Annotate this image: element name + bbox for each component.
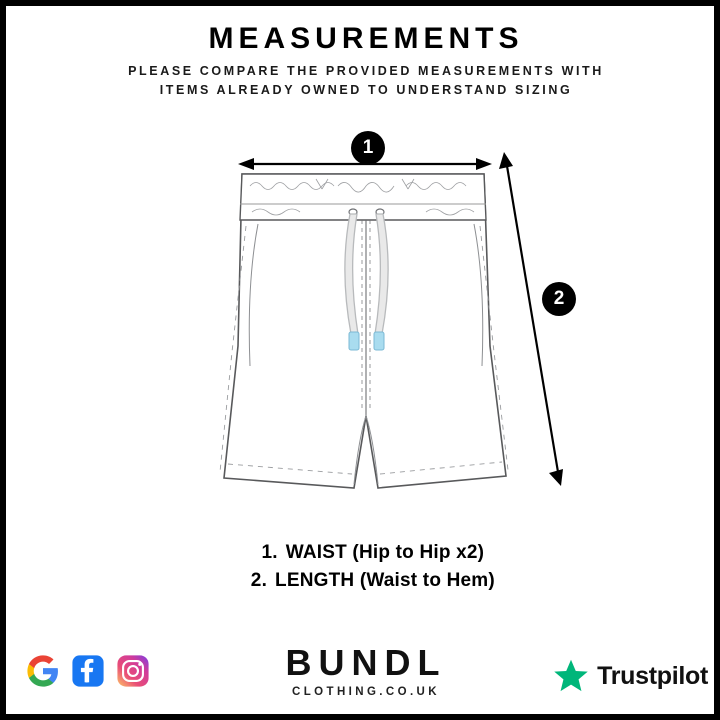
subtitle-line-2: ITEMS ALREADY OWNED TO UNDERSTAND SIZING [159, 83, 573, 97]
shorts-diagram [6, 116, 720, 516]
legend-number-2: 2. [250, 570, 268, 591]
brand-name: BUNDL [285, 642, 447, 683]
badge-waist: 1 [351, 131, 385, 165]
legend-label-1: WAIST (Hip to Hip x2) [285, 542, 485, 563]
brand-domain: CLOTHING.CO.UK [292, 686, 440, 698]
badge-length: 2 [542, 282, 576, 316]
shorts-technical-drawing-svg [6, 116, 720, 516]
legend [6, 539, 720, 595]
trustpilot-star-icon [553, 658, 589, 694]
legend-item-length [6, 567, 720, 595]
page-title: MEASUREMENTS [208, 22, 524, 55]
header [6, 22, 720, 100]
length-measure-arrow [499, 152, 563, 486]
legend-label-2: LENGTH (Waist to Hem) [275, 570, 495, 591]
shorts-outline [224, 174, 506, 488]
trustpilot-label: Trustpilot [597, 661, 708, 690]
trustpilot-badge[interactable] [553, 658, 708, 694]
legend-item-waist [6, 539, 720, 567]
subtitle-line-1: PLEASE COMPARE THE PROVIDED MEASUREMENTS WITH [128, 64, 604, 78]
page-subtitle [6, 62, 720, 100]
waistband [240, 174, 486, 220]
legend-number-1: 1. [261, 542, 278, 563]
footer [6, 634, 720, 720]
